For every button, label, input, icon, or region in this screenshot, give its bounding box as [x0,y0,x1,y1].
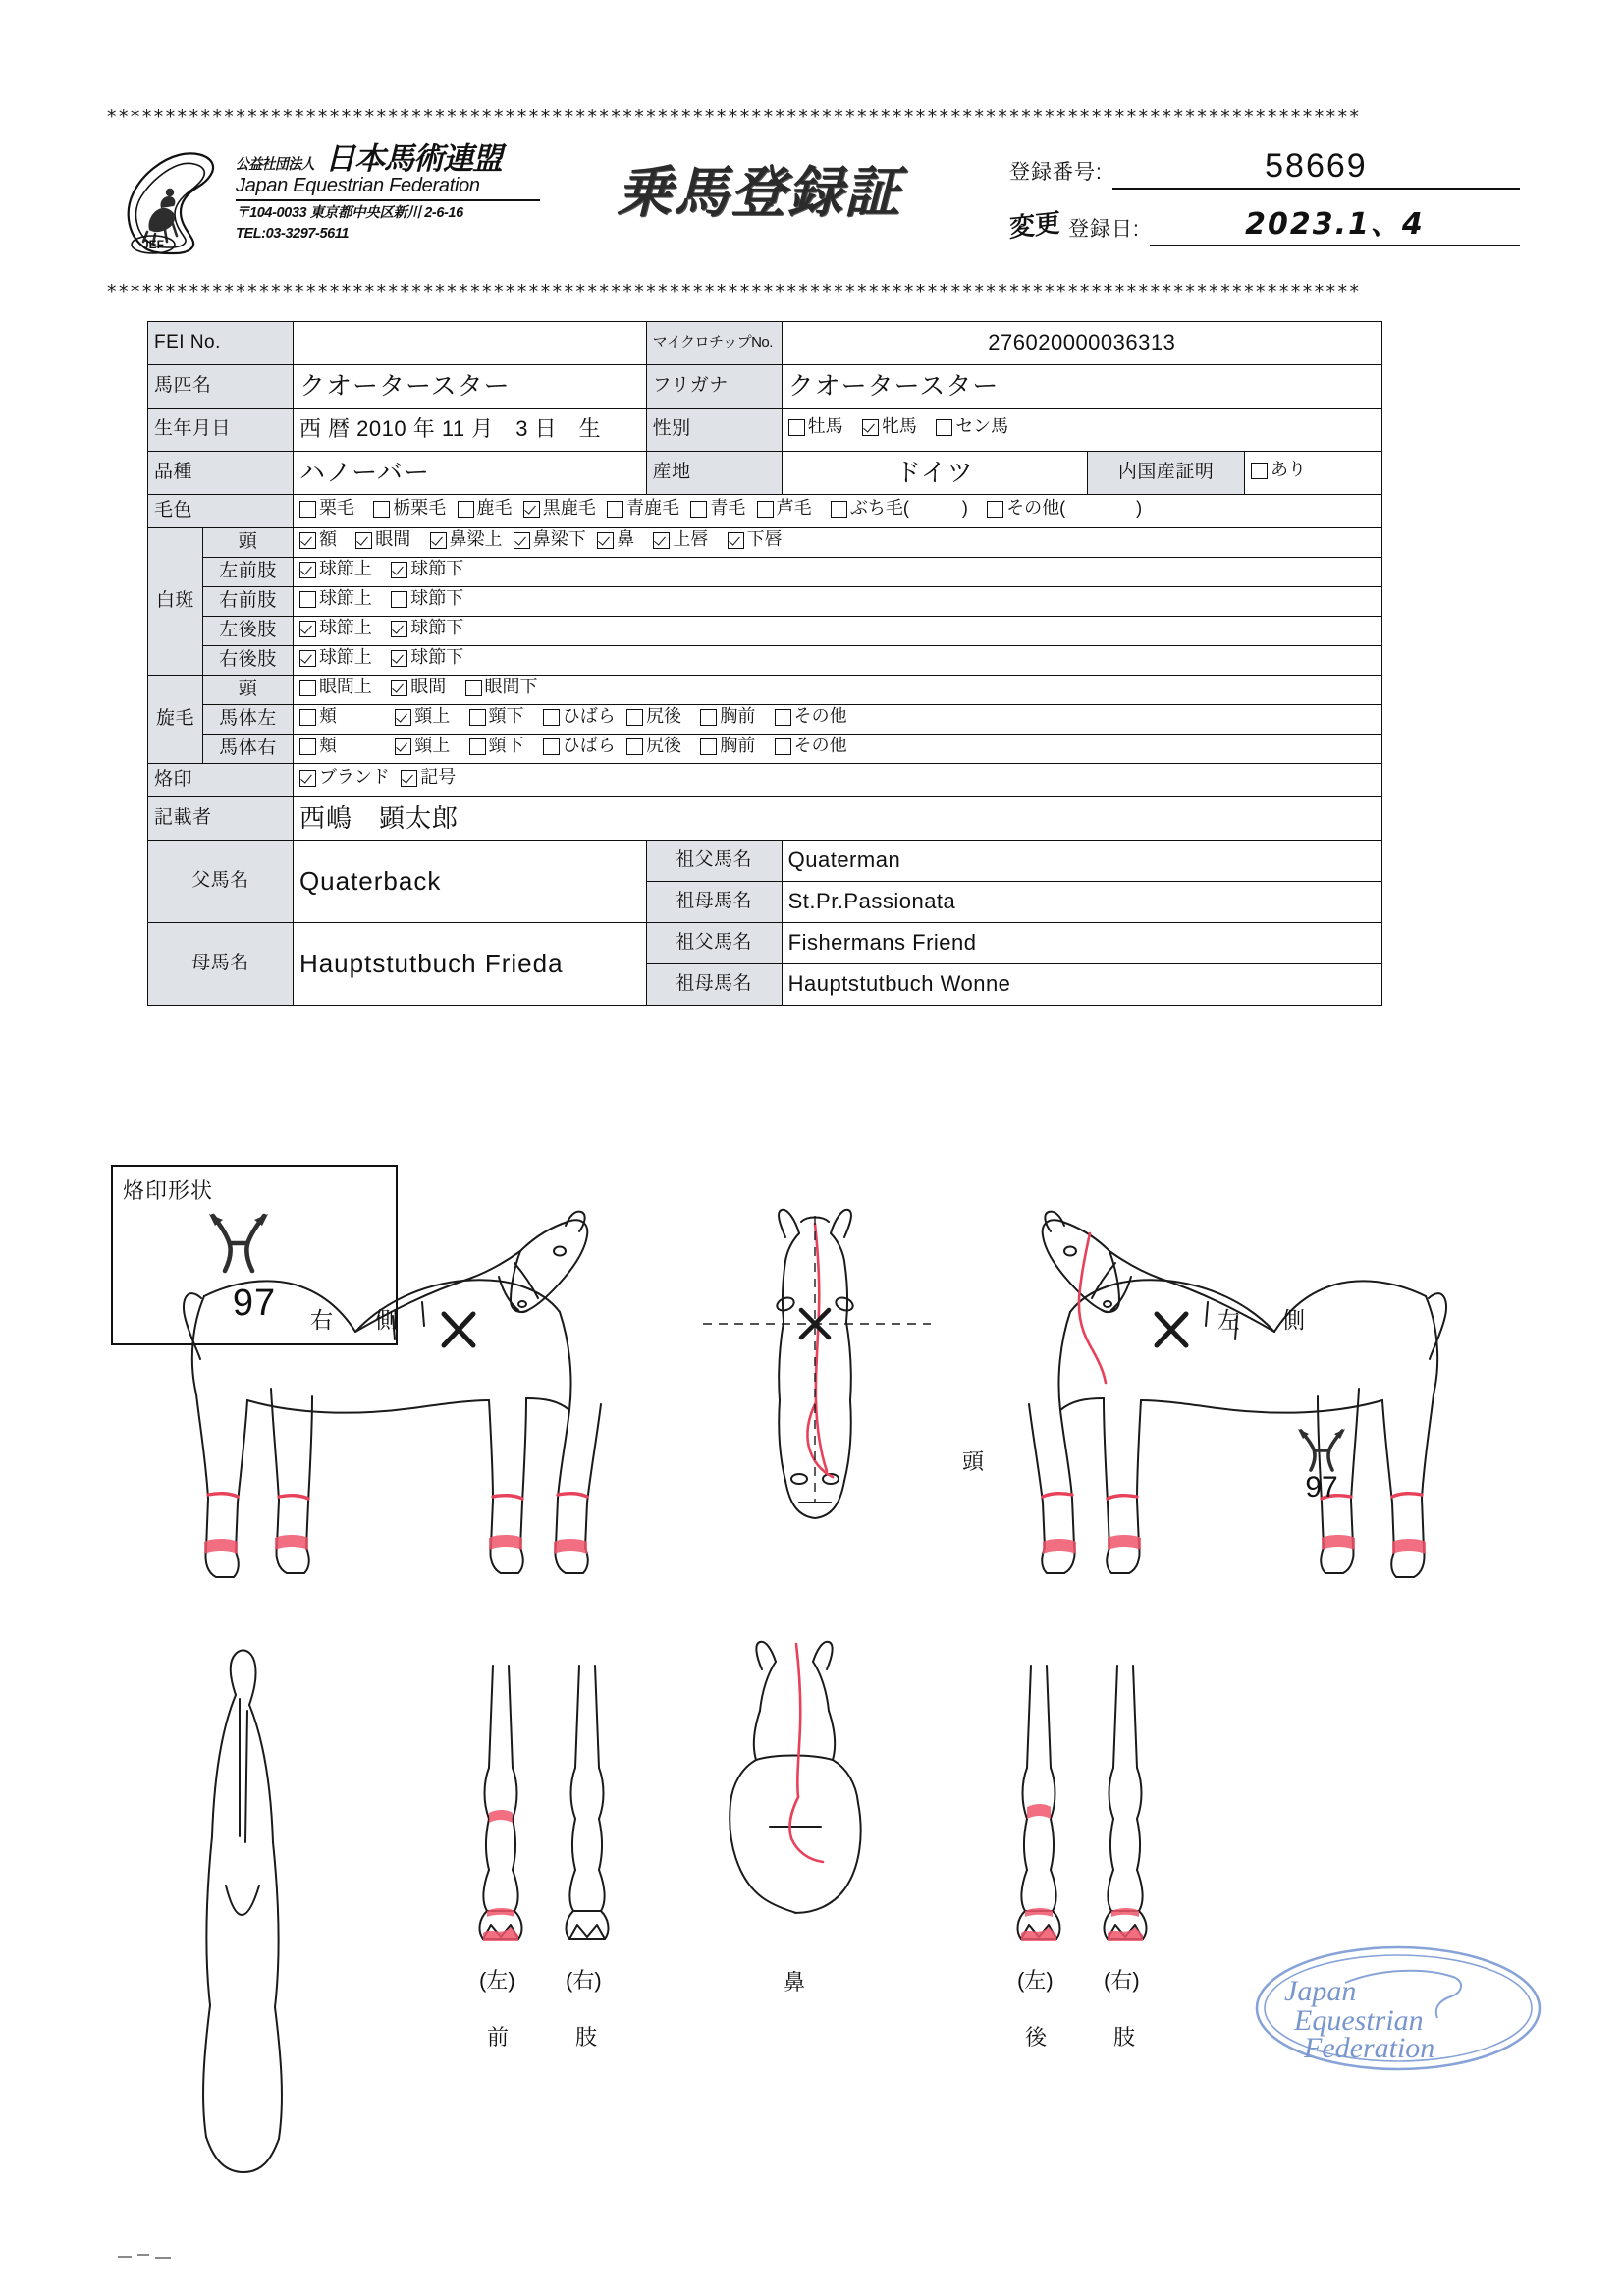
sex-option-stallion[interactable] [788,417,843,437]
checkbox-icon [543,738,560,755]
dam-value[interactable]: Hauptstutbuch Frieda [293,923,646,1006]
hanoverian-brand-on-horse-icon [1292,1426,1351,1520]
brand-number-on-horse: 97 [1305,1471,1338,1503]
white-lf-above-fetlock[interactable]: 球節上 [299,560,372,579]
coat-option-ashige[interactable]: 芦毛 [757,499,812,519]
organization-block [236,143,560,243]
microchip-value[interactable]: 276020000036313 [782,322,1381,365]
whorl-head-above-eyes[interactable]: 眼間上 [299,678,372,697]
checkbox-icon [831,501,847,518]
sire-granddam-value[interactable]: St.Pr.Passionata [782,882,1381,923]
brand-options [293,764,1381,797]
white-left-fore-options [293,558,1381,587]
table-row-sire-grandsire [148,841,1382,882]
white-part-right-fore: 右前肢 [202,587,293,617]
white-lh-below-fetlock[interactable]: 球節下 [391,619,463,638]
white-head-options [293,528,1381,558]
label-forelimb-2: 肢 [575,2025,598,2050]
whorl-part-body-right: 馬体右 [202,735,293,764]
table-row-white-right-hind [148,646,1382,676]
sire-grandsire-label: 祖父馬名 [646,841,782,882]
checkbox-icon [543,709,560,726]
checkbox-icon [523,501,540,518]
jef-logo-icon [118,147,224,257]
checkbox-icon [597,532,614,549]
sire-value[interactable]: Quaterback [293,841,646,923]
stamp-line-2: Equestrian [1294,2004,1424,2037]
checkbox-icon [757,501,774,518]
checkbox-icon [469,709,486,726]
table-row-birth [148,409,1382,452]
stamp-line-1: Japan [1284,1975,1357,2007]
white-head-biryo-lower[interactable]: 鼻梁下 [514,530,586,550]
checkbox-icon [299,680,316,696]
checkbox-icon [626,738,643,755]
table-row-white-left-hind [148,617,1382,646]
checkbox-icon [430,532,447,549]
checkbox-icon [299,650,316,667]
org-name-en: Japan Equestrian Federation [236,175,540,201]
whorl-part-body-left: 馬体左 [202,705,293,735]
checkbox-icon [391,680,407,696]
white-markings-label: 白斑 [148,528,203,676]
registration-number-value: 58669 [1265,147,1368,185]
dam-granddam-label: 祖母馬名 [646,964,782,1006]
brand-label: 烙印 [148,764,294,797]
birth-value[interactable]: 西 暦 2010 年 11 月 3 日 生 [293,409,646,452]
checkbox-icon [299,562,316,578]
brand-option-symbol[interactable]: 記号 [401,768,456,788]
checkbox-icon [355,532,372,549]
org-name-jp: 日本馬術連盟 [325,141,503,176]
stamp-line-3: Federation [1304,2032,1435,2064]
table-row-fei [148,322,1382,365]
fei-no-label: FEI No. [148,322,294,365]
domestic-cert-checkbox[interactable] [1251,461,1306,480]
white-part-left-hind: 左後肢 [202,617,293,646]
sire-grandsire-value[interactable]: Quaterman [782,841,1381,882]
sex-label: 性別 [646,409,782,452]
checkbox-icon [299,501,316,518]
checkbox-icon [788,419,805,436]
checkbox-icon [469,738,486,755]
horse-name-value[interactable]: クオータースター [293,365,646,409]
whorl-br-other[interactable]: その他 [775,737,847,756]
coat-option-other[interactable]: その他( ) [987,499,1142,519]
birth-label: 生年月日 [148,409,294,452]
domestic-cert-label: 内国産証明 [1088,452,1245,495]
table-row-white-right-fore [148,587,1382,617]
checkbox-icon [775,709,791,726]
label-hindlimb-1: 後 [1025,2025,1048,2050]
checkbox-icon [700,709,717,726]
org-tel: TEL:03-3297-5611 [236,226,350,243]
table-row-whorl-body-right [148,735,1382,764]
registration-date-field [1150,199,1520,246]
label-forelimb-1: 前 [487,2025,510,2050]
registration-number-field [1112,147,1520,190]
furigana-label: フリガナ [646,365,782,409]
decorative-star-rule-bottom: *********************************************************************************************************** [106,283,1361,301]
white-head-biryo-upper[interactable]: 鼻梁上 [430,530,503,550]
checkbox-icon [299,532,316,549]
checkbox-icon [391,650,407,667]
table-row-white-left-fore [148,558,1382,587]
breed-value[interactable]: ハノーバー [293,452,646,495]
label-hind-right: (右) [1104,1968,1140,1993]
dam-grandsire-label: 祖父馬名 [646,923,782,964]
coat-option-aokage[interactable]: 青鹿毛 [607,499,679,519]
sire-label: 父馬名 [148,841,294,923]
table-row-horse-name [148,365,1382,409]
whorl-head-options [293,676,1381,705]
checkbox-icon [700,738,717,755]
jef-official-stamp [1251,1940,1545,2077]
org-address: 〒104-0033 東京都中央区新川 2-6-16 [236,205,463,221]
white-right-fore-options [293,587,1381,617]
masthead [106,137,1520,275]
white-head-manken[interactable]: 眼間 [355,530,410,550]
table-row-breed [148,452,1382,495]
coat-option-tochikurige[interactable]: 栃栗毛 [373,499,446,519]
org-prefix: 公益社団法人 [236,156,315,173]
whorl-body-right-options [293,735,1381,764]
white-lh-above-fetlock[interactable]: 球節上 [299,619,372,638]
checkbox-icon [458,501,474,518]
label-fore-left: (左) [479,1968,515,1993]
registration-date-value: 2023.1、4 [1245,207,1425,242]
checkbox-icon [775,738,791,755]
table-row-brand [148,764,1382,797]
furigana-value[interactable]: クオータースター [782,365,1381,409]
coat-option-kurokage[interactable]: 黒鹿毛 [523,499,596,519]
label-head: 頭 [962,1449,985,1474]
checkbox-icon [299,738,316,755]
table-row-whorl-head [148,676,1382,705]
breed-label: 品種 [148,452,294,495]
white-head-hana[interactable]: 鼻 [597,530,634,550]
brand-shape-number: 97 [232,1283,277,1324]
checkbox-icon [395,709,411,726]
label-hindlimb-2: 肢 [1113,2025,1136,2050]
whorl-bl-other[interactable]: その他 [775,707,847,727]
sex-option-label: セン馬 [955,416,1009,437]
whorl-label: 旋毛 [148,676,203,764]
white-right-hind-options [293,646,1381,676]
white-head-lower-lip[interactable]: 下唇 [728,530,783,550]
brand-option-brand[interactable]: ブランド [299,768,390,788]
sire-granddam-label: 祖母馬名 [646,882,782,923]
whorl-br-upper-neck[interactable]: 頸上 [395,737,450,756]
whorl-bl-lower-neck[interactable]: 頸下 [469,707,524,727]
origin-label: 産地 [646,452,782,495]
checkbox-icon [391,621,407,637]
checkbox-icon [936,419,952,436]
checkbox-icon [395,738,411,755]
sex-option-label: 牡馬 [807,416,843,437]
label-hind-left: (左) [1017,1968,1054,1993]
dam-grandsire-value[interactable]: Fishermans Friend [782,923,1381,964]
white-part-head: 頭 [202,528,293,558]
checkbox-icon [401,770,417,787]
coat-option-kurige[interactable]: 栗毛 [299,499,354,519]
coat-color-label: 毛色 [148,495,294,528]
white-rh-below-fetlock[interactable]: 球節下 [391,648,463,668]
table-row-recorder [148,797,1382,841]
registration-date-row [1009,199,1520,246]
coat-option-aoge[interactable]: 青毛 [690,499,745,519]
domestic-cert-option[interactable] [1245,452,1382,495]
label-left-side: 左 側 [1217,1307,1315,1333]
white-rf-above-fetlock[interactable]: 球節上 [299,589,372,609]
fei-no-value[interactable] [293,322,646,365]
page-title: 乗馬登録証 [617,161,901,223]
whorl-head-between-eyes[interactable]: 眼間 [391,678,446,697]
svg-text:JEF: JEF [141,238,165,251]
checkbox-icon [465,680,482,696]
white-rf-below-fetlock[interactable]: 球節下 [391,589,463,609]
white-lf-below-fetlock[interactable]: 球節下 [391,560,463,579]
white-head-hitai[interactable]: 額 [299,530,337,550]
origin-value[interactable]: ドイツ [782,452,1088,495]
checkbox-icon [373,501,390,518]
whorl-bl-cheek[interactable]: 頬 [299,707,376,727]
domestic-cert-option-label: あり [1271,460,1307,480]
table-row-whorl-body-left [148,705,1382,735]
whorl-br-rear[interactable]: 尻後 [626,737,681,756]
table-row-dam-grandsire [148,923,1382,964]
registration-number-label: 登録番号: [1009,161,1103,184]
horse-name-label: 馬匹名 [148,365,294,409]
sex-option-label: 牝馬 [881,416,917,437]
table-row-coat-color [148,495,1382,528]
whorl-bl-flank[interactable]: ひばら [543,707,616,727]
whorl-bl-upper-neck[interactable]: 頸上 [395,707,450,727]
whorl-br-chest[interactable]: 胸前 [700,737,755,756]
brand-shape-title: 烙印形状 [123,1178,214,1203]
whorl-br-lower-neck[interactable]: 頸下 [469,737,524,756]
checkbox-icon [391,562,407,578]
whorl-body-left-options [293,705,1381,735]
label-nose: 鼻 [784,1970,806,1995]
white-rh-above-fetlock[interactable]: 球節上 [299,648,372,668]
sex-options [782,409,1381,452]
table-row-white-head [148,528,1382,558]
checkbox-icon [299,621,316,637]
footer-mark [116,2251,175,2261]
checkbox-icon [299,770,316,787]
registration-change-annotation: 変更 [1009,208,1060,244]
sex-option-gelding[interactable] [936,417,1008,437]
whorl-br-cheek[interactable]: 頬 [299,737,376,756]
white-left-hind-options [293,617,1381,646]
checkbox-icon [987,501,1003,518]
coat-option-buchige[interactable]: ぶち毛( ) [831,499,968,519]
whorl-bl-chest[interactable]: 胸前 [700,707,755,727]
whorl-head-below-eyes[interactable]: 眼間下 [465,678,538,697]
checkbox-icon [653,532,670,549]
checkbox-icon [690,501,707,518]
decorative-star-rule-top: *********************************************************************************************************** [106,108,1361,127]
recorder-value[interactable]: 西嶋 顕太郎 [293,797,1381,841]
coat-color-options [293,495,1381,528]
checkbox-icon [728,532,744,549]
registration-date-label: 登録日: [1068,218,1140,241]
checkbox-icon [299,709,316,726]
checkbox-icon [514,532,530,549]
coat-option-kage[interactable]: 鹿毛 [458,499,513,519]
whorl-br-flank[interactable]: ひばら [543,737,616,756]
registration-number-row [1009,147,1520,190]
checkbox-icon [1251,463,1268,479]
microchip-label: マイクロチップNo. [646,322,782,365]
checkbox-icon [862,419,879,436]
white-part-right-hind: 右後肢 [202,646,293,676]
white-part-left-fore: 左前肢 [202,558,293,587]
horse-data-table [147,321,1382,1006]
dam-granddam-value[interactable]: Hauptstutbuch Wonne [782,964,1381,1006]
white-head-upper-lip[interactable]: 上唇 [653,530,708,550]
whorl-bl-rear[interactable]: 尻後 [626,707,681,727]
label-right-side: 右 側 [310,1307,407,1333]
checkbox-icon [626,709,643,726]
whorl-part-head: 頭 [202,676,293,705]
checkbox-icon [391,591,407,608]
registration-block [1009,147,1520,256]
dam-label: 母馬名 [148,923,294,1006]
recorder-label: 記載者 [148,797,294,841]
label-fore-right: (右) [566,1968,602,1993]
checkbox-icon [607,501,623,518]
sex-option-mare[interactable] [862,417,917,437]
checkbox-icon [299,591,316,608]
